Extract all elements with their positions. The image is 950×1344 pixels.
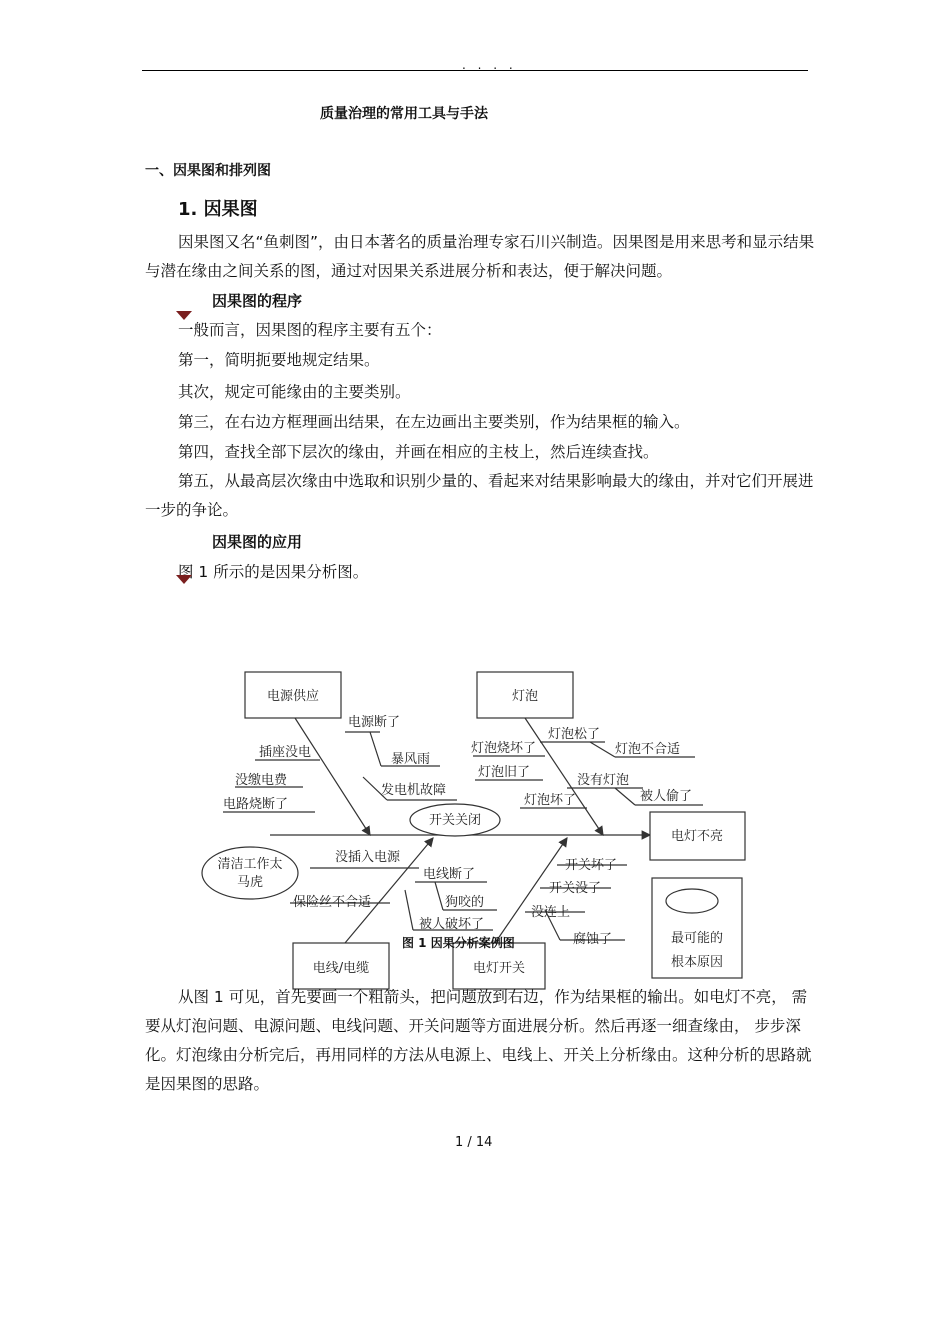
cause-label: 腐蚀了 [573, 932, 613, 947]
cause-label: 开关没了 [549, 881, 602, 896]
cause-label: 没插入电源 [335, 850, 401, 865]
cause-label: 被人破坏了 [419, 917, 485, 932]
step-item: 其次，规定可能缘由的主要类别。 [178, 383, 411, 401]
page-title: 质量治理的常用工具与手法 [320, 106, 488, 122]
cause-label: 没缴电费 [235, 773, 288, 788]
cause-label: 保险丝不合适 [293, 895, 372, 910]
cause-label: 被人偷了 [640, 789, 693, 804]
cause-label: 电线断了 [423, 867, 476, 882]
application-heading: 因果图的应用 [212, 533, 303, 551]
bullet-marker-icon [176, 575, 192, 584]
cause-label: 狗咬的 [445, 895, 485, 910]
procedure-lead: 一般而言，因果图的程序主要有五个： [178, 321, 442, 339]
category-bulb: 灯泡 [511, 689, 539, 704]
cause-label: 灯泡坏了 [524, 793, 577, 808]
cause-label: 灯泡不合适 [615, 742, 681, 757]
cause-label: 暴风雨 [391, 752, 431, 767]
figure-caption: 图 1 因果分析案例图 [402, 936, 515, 950]
application-lead: 图 1 所示的是因果分析图。 [178, 563, 369, 581]
header-rule [142, 70, 808, 71]
category-power: 电源供应 [266, 689, 320, 704]
step-item: 第四，查找全部下层次的缘由，并画在相应的主枝上，然后连续查找。 [178, 443, 659, 461]
step-item: 第五，从最高层次缘由中选取和识别少量的、看起来对结果影响最大的缘由，并对它们开展进一步的争论。 [145, 472, 814, 519]
intro-paragraph: 因果图又名“鱼刺图”，由日本著名的质量治理专家石川兴制造。因果图是用来思考和显示结果与潜在缘由之间关系的图，通过对因果关系进展分析和表达，便于解决问题。 [145, 233, 815, 280]
section-heading: 一、因果图和排列图 [145, 163, 271, 179]
category-cable: 电线/电缆 [312, 961, 370, 976]
oval-label: 开关关闭 [428, 813, 482, 828]
subsection-heading: 1. 因果图 [178, 199, 258, 220]
oval-careless [202, 847, 298, 899]
result-label: 电灯不亮 [670, 829, 724, 844]
oval-label: 马虎 [236, 875, 264, 890]
cause-label: 灯泡松了 [548, 727, 601, 742]
cause-label: 没有灯泡 [577, 773, 630, 788]
oval-label: 清洁工作太 [217, 857, 283, 872]
legend-label: 根本原因 [670, 955, 724, 970]
cause-label: 灯泡旧了 [478, 765, 531, 780]
cause-label: 没连上 [531, 905, 571, 920]
cause-label: 发电机故障 [381, 783, 447, 798]
procedure-heading: 因果图的程序 [212, 292, 303, 310]
legend-oval [666, 889, 718, 913]
category-switch: 电灯开关 [472, 961, 526, 976]
header-dots: . . . . [462, 58, 517, 72]
conclusion-paragraph: 从图 1 可见，首先要画一个粗箭头，把问题放到右边，作为结果框的输出。如电灯不亮， 需要从灯泡问题、电源问题、电线问题、开关问题等方面进展分析。然后再逐一细查缘由， 步步深化。灯泡缘由分析完后，再用同样的方法从电源上、电线上、开关上分析缘由。这种分析的思路就是因果图的思路。 [145, 988, 812, 1093]
cause-label: 插座没电 [259, 745, 312, 760]
page-number: 1 / 14 [455, 1135, 493, 1150]
cause-label: 灯泡烧坏了 [471, 741, 537, 756]
cause-label: 电路烧断了 [223, 797, 289, 812]
step-item: 第三，在右边方框理画出结果，在左边画出主要类别，作为结果框的输入。 [178, 413, 690, 431]
cause-label: 电源断了 [348, 715, 401, 730]
step-item: 第一，简明扼要地规定结果。 [178, 351, 380, 369]
cause-label: 开关坏了 [565, 858, 618, 873]
legend-label: 最可能的 [670, 931, 724, 946]
